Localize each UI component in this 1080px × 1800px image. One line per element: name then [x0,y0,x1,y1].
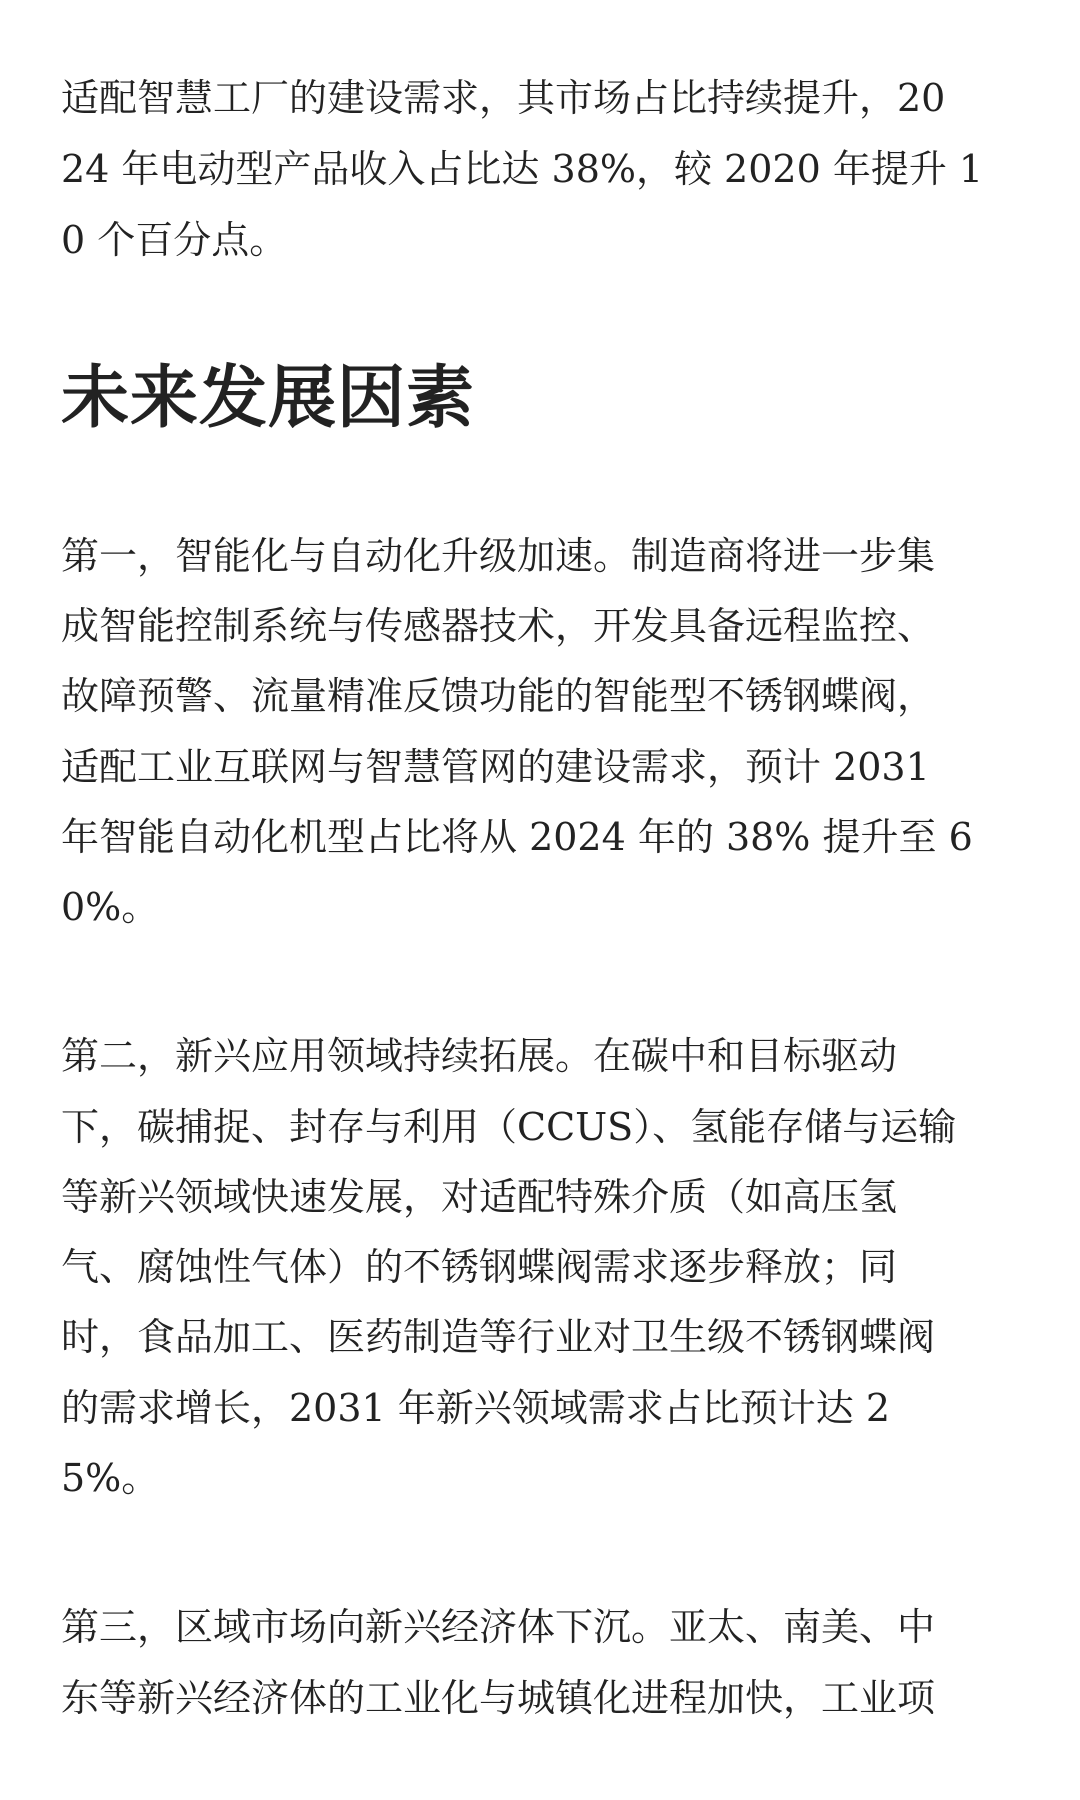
paragraph-line: 0%。 [61,885,160,929]
paragraph-line: 第三，区域市场向新兴经济体下沉。亚太、南美、中 [61,1605,936,1649]
paragraph-line: 的需求增长，2031 年新兴领域需求占比预计达 2 [61,1386,891,1430]
paragraph-line: 等新兴领域快速发展，对适配特殊介质（如高压氢 [61,1175,898,1219]
section-heading: 未来发展因素 [61,358,476,438]
paragraph-line: 适配智慧工厂的建设需求，其市场占比持续提升，20 [61,76,946,120]
paragraph-line: 5%。 [61,1456,160,1500]
paragraph-line: 第一，智能化与自动化升级加速。制造商将进一步集 [61,534,936,578]
paragraph-line: 东等新兴经济体的工业化与城镇化进程加快，工业项 [61,1676,936,1720]
paragraph-line: 第二，新兴应用领域持续拓展。在碳中和目标驱动 [61,1034,898,1078]
paragraph-line: 下，碳捕捉、封存与利用（CCUS）、氢能存储与运输 [61,1105,957,1149]
paragraph-line: 成智能控制系统与传感器技术，开发具备远程监控、 [61,604,936,648]
paragraph-line: 气、腐蚀性气体）的不锈钢蝶阀需求逐步释放；同 [61,1245,898,1289]
paragraph-line: 故障预警、流量精准反馈功能的智能型不锈钢蝶阀， [61,674,936,718]
paragraph-line: 时，食品加工、医药制造等行业对卫生级不锈钢蝶阀 [61,1315,936,1359]
paragraph-line: 0 个百分点。 [61,218,288,262]
paragraph-line: 适配工业互联网与智慧管网的建设需求，预计 2031 [61,745,930,789]
paragraph-line: 年智能自动化机型占比将从 2024 年的 38% 提升至 6 [61,815,973,859]
paragraph-line: 24 年电动型产品收入占比达 38%，较 2020 年提升 1 [61,147,984,191]
